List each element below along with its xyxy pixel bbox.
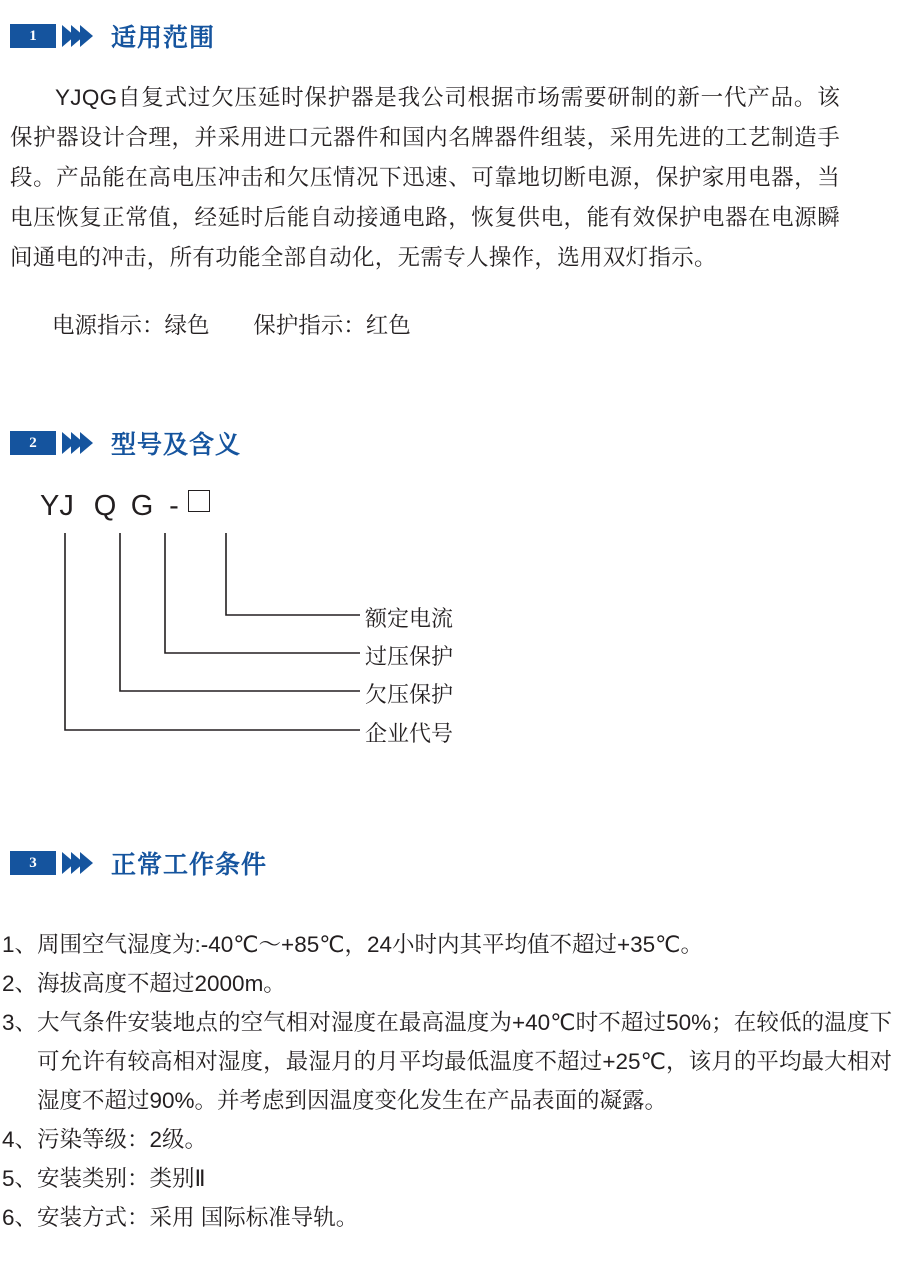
- list-item-text: 大气条件安装地点的空气相对湿度在最高温度为+40℃时不超过50%；在较低的温度下可允许有较高相对湿度，最湿月的月平均最低温度不超过+25℃，该月的平均最大相对湿度不超过90%。并考虑到因温度变化发生在产品表面的凝露。: [37, 1010, 892, 1113]
- section-3-heading: [10, 845, 267, 881]
- section-1-indicator-line: 电源指示：绿色 保护指示：红色: [52, 313, 411, 338]
- model-code-part2: Q: [93, 490, 117, 522]
- chevron-right-icon-group: [62, 25, 89, 47]
- chevron-right-icon-group: [62, 852, 89, 874]
- list-item: [2, 1120, 892, 1159]
- model-label-overvoltage-protection: 过压保护: [365, 644, 454, 669]
- section-1-heading: [10, 18, 215, 54]
- model-label-company-code: 企业代号: [365, 721, 454, 746]
- list-item: [2, 925, 892, 964]
- model-code-part1: YJ: [40, 490, 74, 522]
- section-1-title: 适用范围: [111, 24, 216, 52]
- working-conditions-list: [2, 925, 892, 1237]
- list-item-number: 4、: [2, 1127, 38, 1152]
- model-code-leader-lines: [10, 490, 570, 770]
- list-item: [2, 964, 892, 1003]
- list-item-number: 6、: [2, 1205, 38, 1230]
- list-item-text: 安装方式：采用 国际标准导轨。: [37, 1205, 359, 1230]
- section-2-title: 型号及含义: [111, 431, 242, 459]
- list-item-text: 安装类别：类别Ⅱ: [37, 1166, 206, 1191]
- model-code-dash: -: [169, 490, 179, 522]
- section-2-number: 2: [10, 431, 56, 455]
- model-code-part3: G: [130, 490, 154, 522]
- model-label-rated-current: 额定电流: [365, 606, 454, 631]
- chevron-right-icon: [80, 852, 93, 874]
- section-2-heading: [10, 425, 241, 461]
- list-item-text: 海拔高度不超过2000m。: [37, 971, 286, 996]
- list-item: [2, 1003, 892, 1120]
- section-1-number: 1: [10, 24, 56, 48]
- list-item-number: 5、: [2, 1166, 38, 1191]
- list-item-number: 3、: [2, 1010, 38, 1035]
- section-3-title: 正常工作条件: [111, 851, 268, 879]
- section-1-paragraph: YJQG自复式过欠压延时保护器是我公司根据市场需要研制的新一代产品。该保护器设计合理，并采用进口元器件和国内名牌器件组装，采用先进的工艺制造手段。产品能在高电压冲击和欠压情况下迅速、可靠地切断电源，保护家用电器，当电压恢复正常值，经延时后能自动接通电路，恢复供电，能有效保护电器在电源瞬间通电的冲击，所有功能全部自动化，无需专人操作，选用双灯指示。: [10, 85, 840, 270]
- section-3-number: 3: [10, 851, 56, 875]
- list-item-text: 污染等级：2级。: [37, 1127, 208, 1152]
- list-item: [2, 1198, 892, 1237]
- chevron-right-icon: [80, 432, 93, 454]
- list-item-text: 周围空气湿度为:-40℃～+85℃，24小时内其平均值不超过+35℃。: [37, 932, 703, 957]
- model-code-diagram: [10, 490, 570, 770]
- list-item-number: 1、: [2, 932, 38, 957]
- list-item: [2, 1159, 892, 1198]
- model-label-undervoltage-protection: 欠压保护: [365, 682, 454, 707]
- list-item-number: 2、: [2, 971, 38, 996]
- chevron-right-icon: [80, 25, 93, 47]
- chevron-right-icon-group: [62, 432, 89, 454]
